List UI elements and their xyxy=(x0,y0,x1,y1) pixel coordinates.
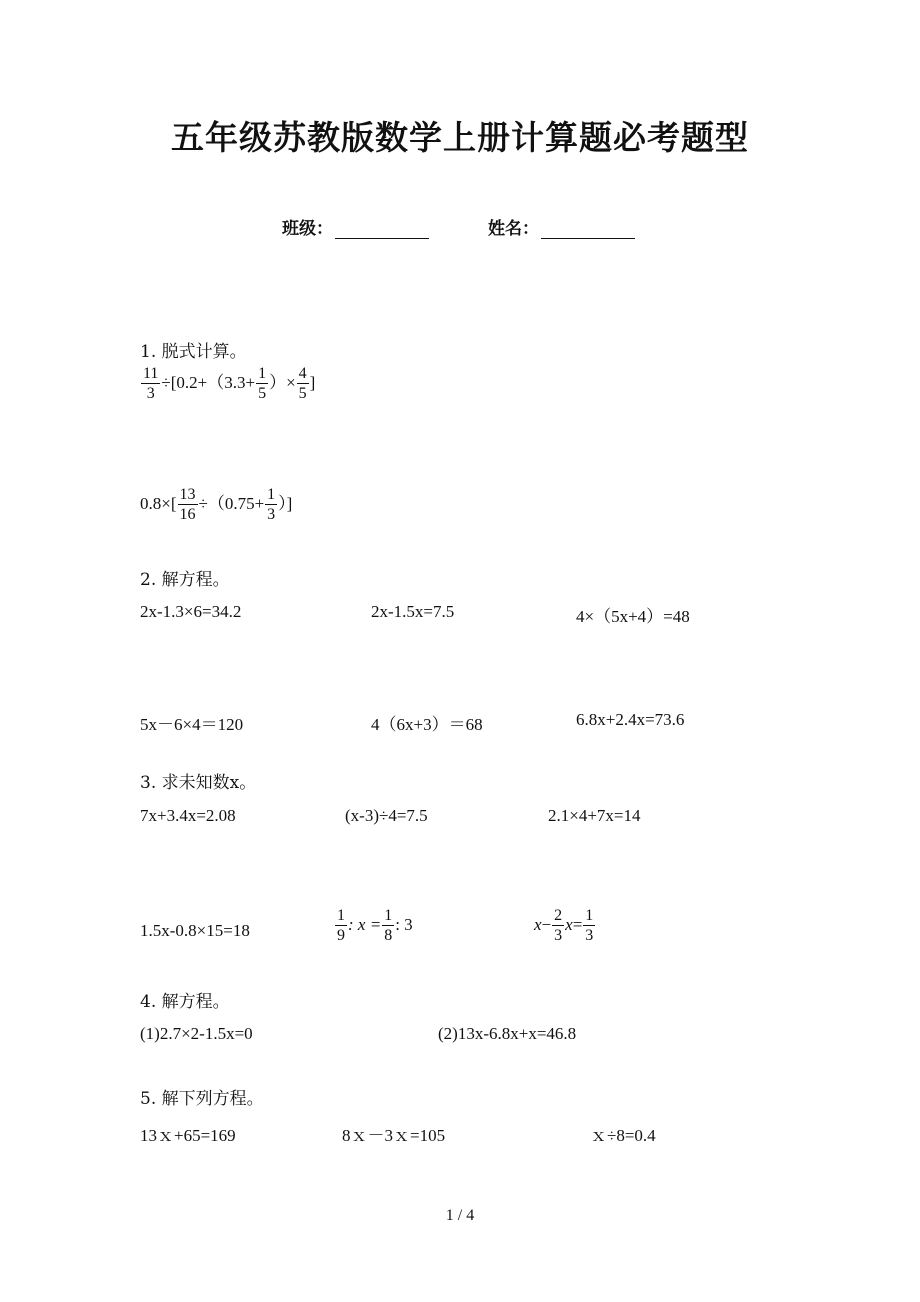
equation: 1.5x-0.8×15=18 xyxy=(140,921,250,940)
section-3-heading: 3. 求未知数x。 xyxy=(140,773,257,793)
equation: 8ｘ－3ｘ=105 xyxy=(342,1126,446,1145)
fraction: $\frac{11}{3}$ xyxy=(143,365,159,402)
equation: 5x－6×4＝120 xyxy=(140,715,244,734)
name-label: 姓名： xyxy=(488,219,539,239)
fraction: $\frac{4}{5}$ xyxy=(298,365,307,402)
equation: (1)2.7×2-1.5x=0 xyxy=(140,1024,253,1043)
section-1-heading: 1. 脱式计算。 xyxy=(140,342,247,362)
fraction: $\frac{13}{16}$ xyxy=(179,486,196,523)
equation: (x-3)÷4=7.5 xyxy=(345,806,428,825)
name-field xyxy=(488,214,635,239)
name-blank[interactable] xyxy=(541,222,635,239)
equation: (2)13x-6.8x+x=46.8 xyxy=(438,1024,577,1043)
fraction: $\frac{2}{3}$ xyxy=(554,907,563,944)
class-field xyxy=(282,214,429,239)
fraction: $\frac{1}{3}$ xyxy=(267,486,276,523)
ratio-equation: $\frac{1}{9}$ : x = $\frac{1}{8}$ : 3 xyxy=(337,907,413,944)
section-1-problem-2: 0.8×[ $\frac{13}{16}$ ÷（0.75+ $\frac{1}{3}$ ）] xyxy=(140,486,293,523)
page-number: 1 / 4 xyxy=(445,1207,475,1224)
page-title: 五年级苏教版数学上册计算题必考题型 xyxy=(171,118,749,157)
fraction: $\frac{1}{8}$ xyxy=(384,907,393,944)
fraction: $\frac{1}{3}$ xyxy=(585,907,594,944)
equation: 2x-1.3×6=34.2 xyxy=(140,602,242,621)
fraction: $\frac{1}{5}$ xyxy=(258,365,267,402)
equation: ｘ÷8=0.4 xyxy=(590,1126,656,1145)
section-5-heading: 5. 解下列方程。 xyxy=(140,1089,264,1109)
equation: 13ｘ+65=169 xyxy=(140,1126,236,1145)
equation: 2x-1.5x=7.5 xyxy=(371,602,455,621)
section-4-heading: 4. 解方程。 xyxy=(140,992,230,1012)
fraction-equation: x− $\frac{2}{3}$ x= $\frac{1}{3}$ xyxy=(534,907,594,944)
fraction: $\frac{1}{9}$ xyxy=(337,907,345,944)
section-1-problem-1: $\frac{11}{3}$ ÷[0.2+（3.3+ $\frac{1}{5}$ ）× $\frac{4}{5}$ ] xyxy=(143,365,316,402)
section-2-heading: 2. 解方程。 xyxy=(140,570,230,590)
equation: 7x+3.4x=2.08 xyxy=(140,806,236,825)
equation: 4（6x+3）＝68 xyxy=(371,715,483,734)
class-label: 班级： xyxy=(282,219,333,239)
equation: 2.1×4+7x=14 xyxy=(548,806,641,825)
equation: 6.8x+2.4x=73.6 xyxy=(576,710,685,729)
equation: 4×（5x+4）=48 xyxy=(576,607,690,626)
class-blank[interactable] xyxy=(335,222,429,239)
